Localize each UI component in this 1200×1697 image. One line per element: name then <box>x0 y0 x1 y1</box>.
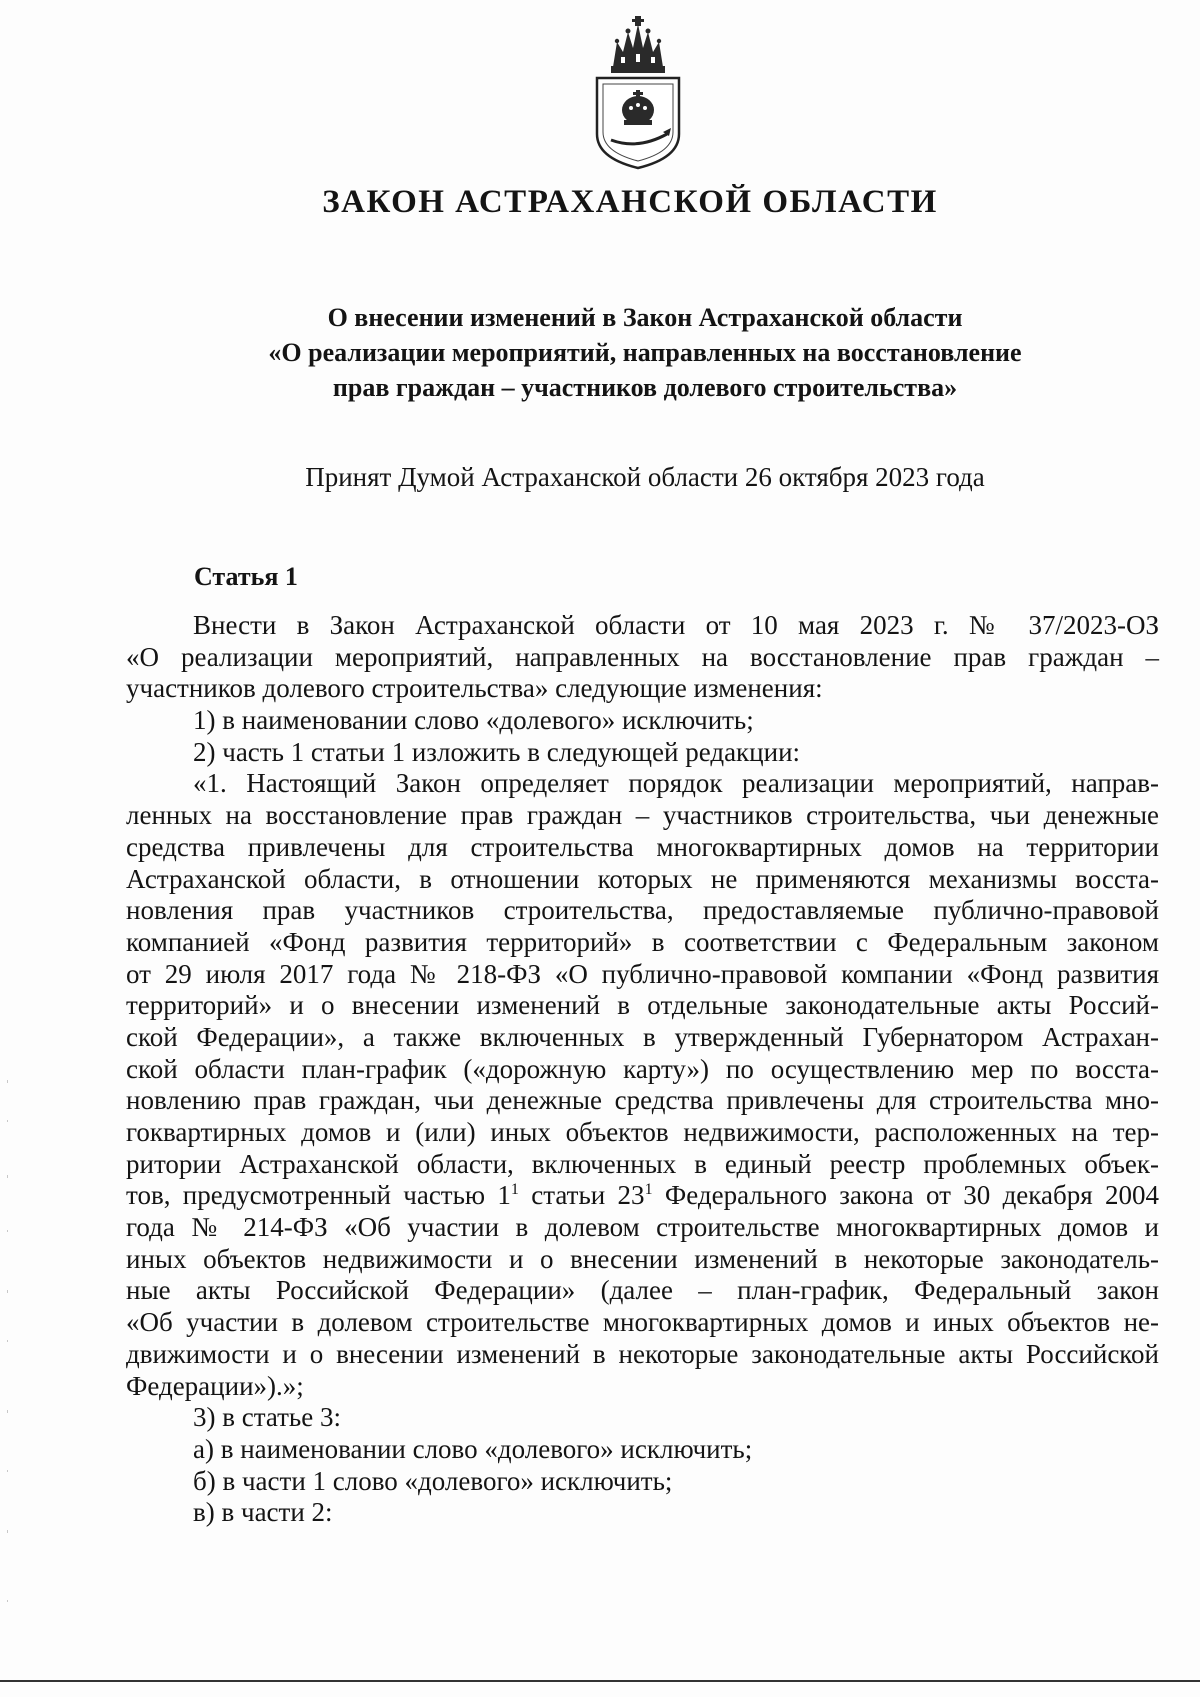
body-line: Федерации»).»; <box>126 1370 304 1401</box>
body-line: ленных на восстановление прав граждан – участников строительства, чьи денежные <box>126 800 1159 831</box>
body-line: новлению прав граждан, чьи денежные средства привлечены для строительства мно- <box>126 1085 1159 1116</box>
body-line: года № 214-ФЗ «Об участии в долевом строительстве многоквартирных домов и <box>126 1212 1159 1243</box>
body-line: участников долевого строительства» следующие изменения: <box>126 673 823 704</box>
body-line: 2) часть 1 статьи 1 изложить в следующей редакции: <box>193 736 801 767</box>
article-body <box>126 610 1159 1529</box>
body-line: «О реализации мероприятий, направленных на восстановление прав граждан – <box>126 641 1159 672</box>
body-line: «Об участии в долевом строительстве многоквартирных домов и иных объектов не- <box>126 1307 1159 1338</box>
superscript: 1 <box>510 1181 519 1199</box>
body-line: от 29 июля 2017 года № 218-ФЗ «О публично-правовой компании «Фонд развития <box>126 958 1159 989</box>
body-line: ской Федерации», а также включенных в утвержденный Губернатором Астрахан- <box>126 1021 1159 1052</box>
law-title: ЗАКОН АСТРАХАНСКОЙ ОБЛАСТИ <box>322 184 938 220</box>
body-line: новления прав участников строительства, предоставляемые публично-правовой <box>126 895 1159 926</box>
body-line: средства привлечены для строительства многоквартирных домов на территории <box>126 831 1159 862</box>
body-line: компанией «Фонд развития территорий» в соответствии с Федеральным законом <box>126 926 1159 957</box>
article-heading: Статья 1 <box>194 562 298 591</box>
scan-artifact <box>6 1080 10 1640</box>
body-line: движимости и о внесении изменений в некоторые законодательные акты Российской <box>126 1338 1159 1369</box>
body-line: ные акты Российской Федерации» (далее – план-график, Федеральный закон <box>126 1275 1159 1306</box>
body-line: 3) в статье 3: <box>193 1402 341 1433</box>
adoption-note: Принят Думой Астраханской области 26 октября 2023 года <box>305 462 985 492</box>
subtitle-line: прав граждан – участников долевого строительства» <box>332 373 958 402</box>
body-text-segment: Федерального закона от 30 декабря 2004 <box>652 1180 1159 1211</box>
page-bottom-edge <box>0 1680 1200 1682</box>
body-line: территорий» и о внесении изменений в отдельные законодательные акты Россий- <box>126 990 1159 1021</box>
body-line: в) в части 2: <box>193 1497 333 1528</box>
body-line: гоквартирных домов и (или) иных объектов недвижимости, расположенных на тер- <box>126 1117 1159 1147</box>
body-line <box>126 1180 1159 1212</box>
body-line: иных объектов недвижимости и о внесении изменений в некоторые законодатель- <box>126 1243 1159 1274</box>
subtitle-line: «О реализации мероприятий, направленных на восстановление <box>268 338 1022 367</box>
subtitle-line: О внесении изменений в Закон Астраханской области <box>327 303 963 332</box>
superscript: 1 <box>644 1181 653 1199</box>
astrakhan-coat-of-arms-icon <box>583 12 693 172</box>
body-line: Внести в Закон Астраханской области от 10 мая 2023 г. № 37/2023-ОЗ <box>193 610 1159 640</box>
body-line: «1. Настоящий Закон определяет порядок реализации мероприятий, направ- <box>193 768 1159 799</box>
body-line: ской области план-график («дорожную карту») по осуществлению мер по восста- <box>126 1053 1159 1084</box>
body-text-segment: тов, предусмотренный частью 1 <box>126 1180 511 1211</box>
body-line: 1) в наименовании слово «долевого» исключить; <box>193 705 754 736</box>
body-line: Астраханской области, в отношении которых не применяются механизмы восста- <box>126 863 1159 894</box>
body-line: а) в наименовании слово «долевого» исключить; <box>193 1433 753 1464</box>
body-line: ритории Астраханской области, включенных в единый реестр проблемных объек- <box>126 1148 1159 1179</box>
law-subtitle <box>150 300 1140 405</box>
body-text-segment: статьи 23 <box>518 1180 645 1211</box>
body-line: б) в части 1 слово «долевого» исключить; <box>193 1465 673 1496</box>
